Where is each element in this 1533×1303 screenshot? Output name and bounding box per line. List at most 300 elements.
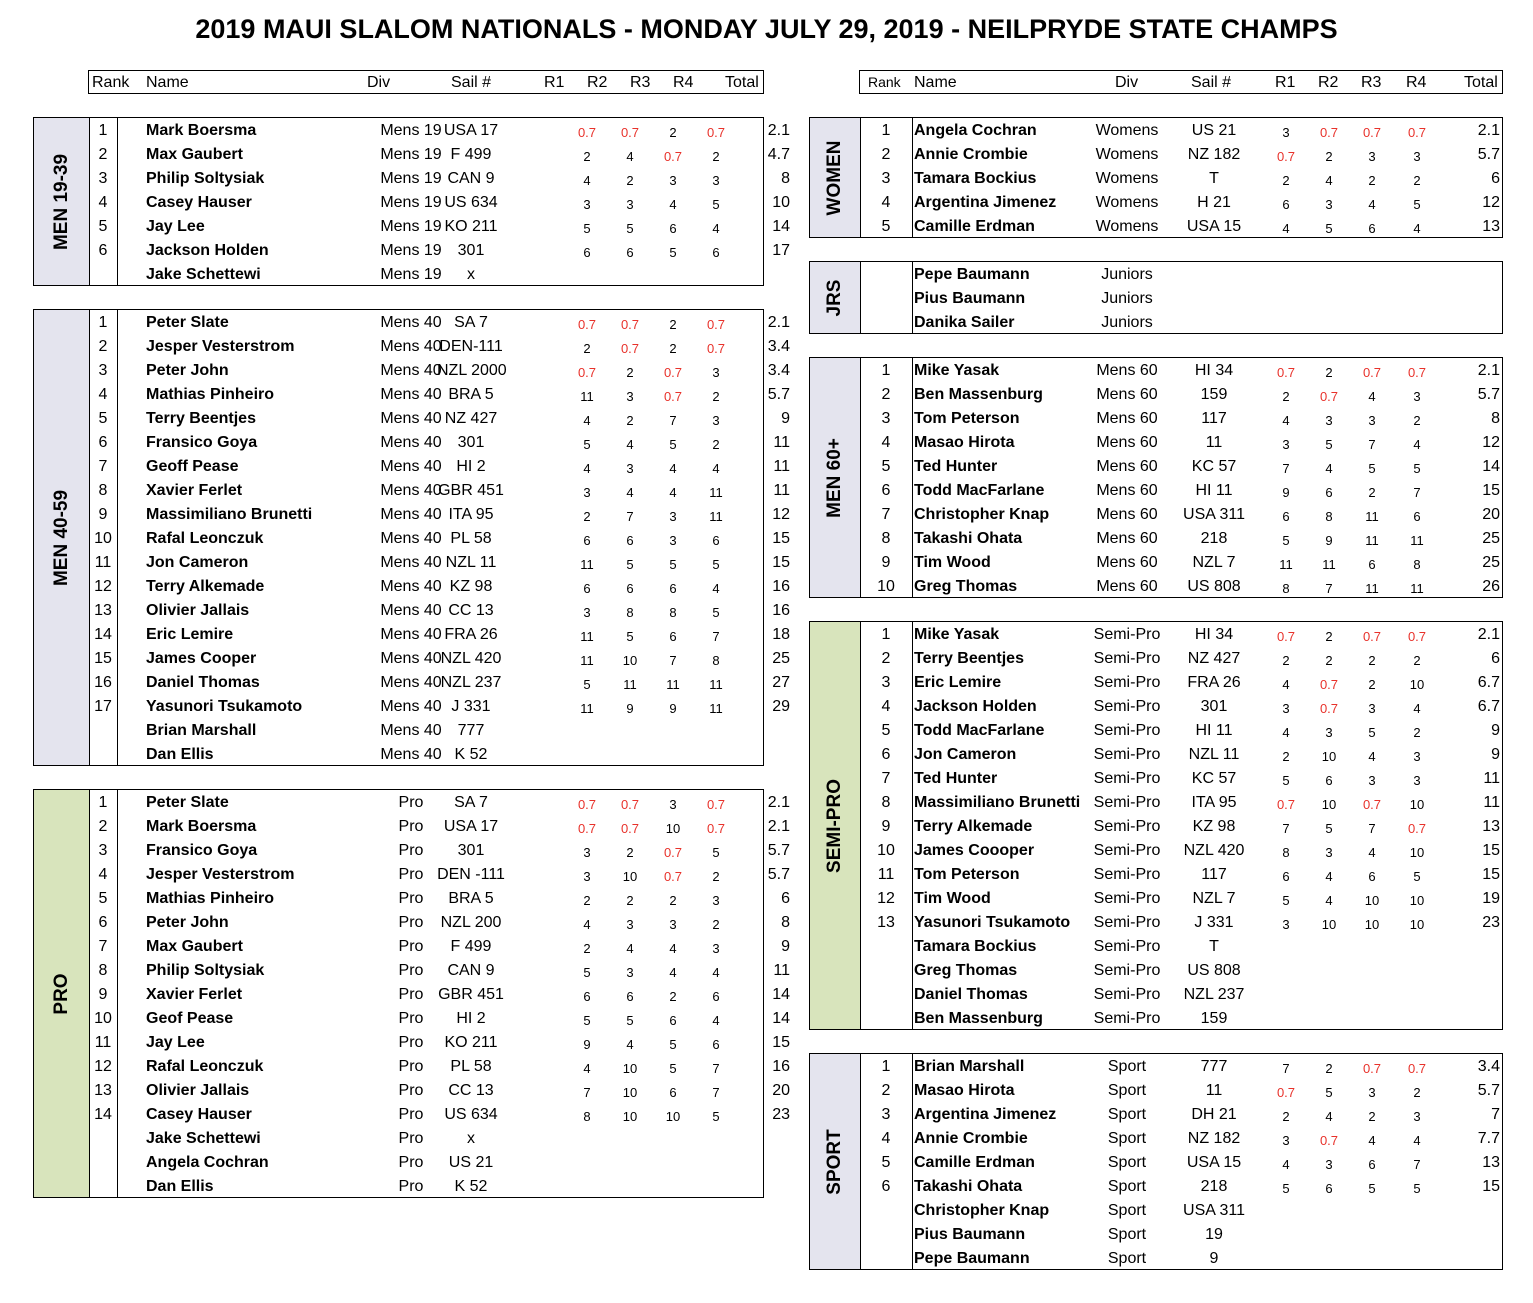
rank-cell: 2	[881, 386, 891, 403]
race-4-cell: 11	[1410, 581, 1424, 596]
total-cell: 2.1	[767, 794, 790, 811]
race-2-cell: 9	[1325, 533, 1333, 548]
race-4-cell: 4	[712, 581, 720, 596]
race-2-cell: 4	[1325, 869, 1333, 884]
rank-cell: 5	[98, 890, 108, 907]
race-4-cell: 3	[1413, 749, 1421, 764]
race-1-cell: 4	[583, 413, 591, 428]
name-cell: Massimiliano Brunetti	[146, 506, 313, 523]
race-3-cell: 0.7	[1362, 365, 1382, 380]
name-cell: Masao Hirota	[914, 1082, 1015, 1099]
name-cell: Daniel Thomas	[914, 986, 1028, 1003]
name-cell: Masao Hirota	[914, 434, 1015, 451]
race-4-cell: 11	[709, 701, 723, 716]
total-cell: 3.4	[767, 362, 790, 379]
rank-cell: 3	[881, 1106, 891, 1123]
div-cell: Mens 40	[380, 650, 442, 667]
total-cell: 25	[1482, 554, 1500, 571]
total-cell: 16	[772, 578, 790, 595]
race-2-cell: 5	[626, 221, 634, 236]
div-cell: Semi-Pro	[1093, 1010, 1161, 1027]
div-cell: Mens 40	[380, 386, 442, 403]
name-cell: Tim Wood	[914, 890, 991, 907]
sail-cell: BRA 5	[448, 890, 494, 907]
race-1-cell: 3	[1282, 1133, 1290, 1148]
div-cell: Mens 40	[380, 578, 442, 595]
race-2-cell: 3	[1325, 725, 1333, 740]
race-4-cell: 11	[1410, 533, 1424, 548]
race-4-cell: 5	[712, 845, 720, 860]
race-2-cell: 2	[1325, 365, 1333, 380]
sail-cell: 117	[1201, 866, 1227, 883]
div-cell: Semi-Pro	[1093, 794, 1161, 811]
table-row	[810, 623, 1504, 647]
race-3-cell: 5	[669, 437, 677, 452]
race-1-cell: 2	[583, 149, 591, 164]
div-cell: Mens 60	[1096, 386, 1158, 403]
sail-cell: 218	[1200, 1178, 1228, 1195]
sail-cell: HI 34	[1194, 362, 1234, 379]
sail-cell: PL 58	[450, 1058, 492, 1075]
div-cell: Sport	[1107, 1178, 1147, 1195]
page-title: 2019 MAUI SLALOM NATIONALS - MONDAY JULY 29, 2019 - NEILPRYDE STATE CHAMPS	[195, 14, 1338, 44]
name-cell: Jesper Vesterstrom	[146, 866, 295, 883]
rank-cell: 1	[881, 362, 891, 379]
race-1-cell: 4	[1282, 221, 1290, 236]
race-3-cell: 6	[1368, 1157, 1376, 1172]
race-4-cell: 2	[712, 437, 720, 452]
race-4-cell: 0.7	[706, 821, 726, 836]
race-1-cell: 2	[1282, 749, 1290, 764]
race-1-cell: 6	[583, 989, 591, 1004]
race-1-cell: 5	[583, 965, 591, 980]
name-cell: Philip Soltysiak	[146, 170, 265, 187]
total-cell: 20	[1482, 506, 1500, 523]
race-3-cell: 5	[669, 245, 677, 260]
race-1-cell: 3	[583, 845, 591, 860]
sail-cell: SA 7	[454, 794, 488, 811]
race-1-cell: 4	[1282, 1157, 1290, 1172]
race-2-cell: 3	[1325, 413, 1333, 428]
rank-cell: 4	[881, 434, 891, 451]
total-cell: 14	[1482, 458, 1500, 475]
div-cell: Mens 40	[380, 482, 442, 499]
race-2-cell: 0.7	[620, 125, 640, 140]
race-1-cell: 3	[1282, 701, 1290, 716]
race-2-cell: 10	[622, 653, 638, 668]
total-cell: 5.7	[1477, 1082, 1500, 1099]
rank-cell: 10	[877, 578, 895, 595]
race-2-cell: 9	[626, 701, 634, 716]
total-cell: 27	[772, 674, 790, 691]
race-4-cell: 11	[709, 485, 723, 500]
div-cell: Pro	[398, 986, 424, 1003]
name-cell: Camille Erdman	[914, 218, 1035, 235]
header-name: Name	[146, 74, 189, 91]
rank-cell: 11	[877, 866, 895, 883]
table-row	[34, 1079, 790, 1103]
div-cell: Sport	[1107, 1202, 1147, 1219]
rank-cell: 7	[881, 506, 891, 523]
sail-cell: NZ 182	[1187, 1130, 1241, 1147]
sail-cell: 159	[1200, 1010, 1228, 1027]
sail-cell: HI 11	[1195, 482, 1233, 499]
table-row	[34, 887, 790, 911]
total-cell: 5.7	[767, 866, 790, 883]
race-3-cell: 4	[669, 941, 677, 956]
race-4-cell: 5	[1413, 197, 1421, 212]
sail-cell: 301	[457, 242, 485, 259]
div-cell: Pro	[398, 914, 424, 931]
table-row	[810, 959, 1504, 983]
total-cell: 9	[781, 938, 790, 955]
race-1-cell: 0.7	[577, 821, 597, 836]
name-cell: Tamara Bockius	[914, 938, 1037, 955]
race-4-cell: 5	[1413, 1181, 1421, 1196]
race-2-cell: 5	[626, 629, 634, 644]
div-cell: Semi-Pro	[1093, 962, 1161, 979]
sail-cell: NZ 182	[1187, 146, 1241, 163]
race-2-cell: 10	[1321, 917, 1337, 932]
sail-cell: BRA 5	[448, 386, 494, 403]
race-2-cell: 2	[1325, 629, 1333, 644]
race-2-cell: 2	[626, 365, 634, 380]
race-1-cell: 2	[583, 509, 591, 524]
table-row	[34, 935, 790, 959]
div-cell: Mens 19	[380, 242, 442, 259]
table-row	[34, 335, 790, 359]
rank-cell: 3	[98, 170, 108, 187]
race-3-cell: 2	[669, 317, 677, 332]
race-3-cell: 5	[669, 1061, 677, 1076]
header-name: Name	[914, 74, 957, 91]
sail-cell: USA 17	[443, 818, 499, 835]
race-4-cell: 4	[1413, 221, 1421, 236]
race-2-cell: 10	[622, 1109, 638, 1124]
name-cell: Mike Yasak	[914, 362, 1000, 379]
rank-cell: 8	[881, 794, 891, 811]
table-row	[34, 839, 790, 863]
sail-cell: 777	[1200, 1058, 1228, 1075]
total-cell: 11	[773, 962, 790, 979]
race-3-cell: 2	[1368, 677, 1376, 692]
race-1-cell: 2	[1282, 173, 1290, 188]
table-row	[810, 839, 1504, 863]
div-cell: Womens	[1095, 146, 1159, 163]
race-4-cell: 6	[712, 989, 720, 1004]
race-1-cell: 5	[583, 677, 591, 692]
race-4-cell: 10	[1409, 845, 1425, 860]
table-row	[34, 1055, 790, 1079]
race-2-cell: 5	[1325, 221, 1333, 236]
race-3-cell: 3	[669, 509, 677, 524]
name-cell: Terry Alkemade	[146, 578, 265, 595]
name-cell: Todd MacFarlane	[914, 482, 1045, 499]
race-4-cell: 7	[1413, 485, 1421, 500]
race-4-cell: 5	[1413, 461, 1421, 476]
total-cell: 6	[1491, 650, 1500, 667]
table-row	[810, 479, 1504, 503]
race-2-cell: 2	[626, 413, 634, 428]
sail-cell: 19	[1205, 1226, 1223, 1243]
race-4-cell: 2	[1413, 653, 1421, 668]
total-cell: 20	[772, 1082, 790, 1099]
race-3-cell: 3	[1368, 701, 1376, 716]
name-cell: Tim Wood	[914, 554, 991, 571]
total-cell: 14	[772, 986, 790, 1003]
total-cell: 6.7	[1477, 674, 1500, 691]
sail-cell: ITA 95	[1191, 794, 1237, 811]
table-row	[34, 1151, 765, 1175]
table-row	[810, 1007, 1504, 1031]
race-3-cell: 11	[1365, 533, 1379, 548]
name-cell: Jon Cameron	[146, 554, 249, 571]
race-1-cell: 0.7	[1276, 365, 1296, 380]
rank-cell: 7	[98, 458, 108, 475]
name-cell: Annie Crombie	[914, 1130, 1028, 1147]
total-cell: 12	[1482, 194, 1500, 211]
name-cell: Mathias Pinheiro	[146, 386, 275, 403]
div-cell: Semi-Pro	[1093, 698, 1161, 715]
div-cell: Pro	[398, 1178, 424, 1195]
total-cell: 11	[1483, 770, 1500, 787]
total-cell: 14	[772, 1010, 790, 1027]
race-4-cell: 2	[712, 869, 720, 884]
sail-cell: HI 11	[1195, 722, 1233, 739]
section-pro	[33, 789, 790, 1198]
div-cell: Sport	[1107, 1082, 1147, 1099]
sail-cell: J 331	[1194, 914, 1234, 931]
name-cell: Max Gaubert	[146, 938, 243, 955]
sail-cell: T	[1209, 170, 1219, 187]
rank-cell: 3	[98, 842, 108, 859]
rank-cell: 1	[98, 314, 108, 331]
race-3-cell: 3	[1368, 413, 1376, 428]
race-4-cell: 8	[1413, 557, 1421, 572]
race-4-cell: 0.7	[1407, 821, 1427, 836]
race-2-cell: 0.7	[620, 317, 640, 332]
race-4-cell: 2	[712, 917, 720, 932]
sail-cell: 117	[1201, 410, 1227, 427]
sail-cell: US 634	[444, 1106, 498, 1123]
total-cell: 12	[1482, 434, 1500, 451]
race-4-cell: 5	[1413, 869, 1421, 884]
sail-cell: NZL 11	[1188, 746, 1240, 763]
name-cell: Massimiliano Brunetti	[914, 794, 1081, 811]
division-label: SPORT	[824, 1128, 845, 1195]
total-cell: 2.1	[1477, 362, 1500, 379]
rank-cell: 2	[881, 1082, 891, 1099]
rank-cell: 11	[94, 1034, 112, 1051]
sail-cell: F 499	[450, 938, 492, 955]
total-cell: 5.7	[767, 842, 790, 859]
race-4-cell: 3	[712, 173, 720, 188]
sail-cell: 9	[1209, 1250, 1219, 1267]
div-cell: Mens 60	[1096, 506, 1158, 523]
name-cell: Ted Hunter	[914, 458, 998, 475]
div-cell: Mens 40	[380, 722, 442, 739]
race-2-cell: 5	[1325, 437, 1333, 452]
race-4-cell: 8	[712, 653, 720, 668]
name-cell: Ben Massenburg	[914, 1010, 1043, 1027]
rank-cell: 13	[94, 1082, 112, 1099]
table-row	[810, 1127, 1504, 1151]
name-cell: Camille Erdman	[914, 1154, 1035, 1171]
race-3-cell: 0.7	[1362, 1061, 1382, 1076]
race-1-cell: 2	[1282, 653, 1290, 668]
race-3-cell: 2	[1368, 1109, 1376, 1124]
name-cell: Tamara Bockius	[914, 170, 1037, 187]
race-3-cell: 2	[1368, 653, 1376, 668]
race-3-cell: 4	[669, 965, 677, 980]
div-cell: Mens 40	[380, 458, 442, 475]
race-1-cell: 11	[580, 389, 594, 404]
sail-cell: NZL 2000	[437, 362, 507, 379]
race-3-cell: 6	[669, 1013, 677, 1028]
table-row	[34, 863, 790, 887]
div-cell: Mens 60	[1096, 362, 1158, 379]
sail-cell: 159	[1200, 386, 1228, 403]
sail-cell: USA 15	[1186, 218, 1242, 235]
div-cell: Womens	[1095, 170, 1159, 187]
name-cell: Peter John	[146, 362, 229, 379]
total-cell: 2.1	[767, 818, 790, 835]
table-row	[810, 887, 1504, 911]
race-2-cell: 11	[623, 677, 637, 692]
race-4-cell: 2	[712, 149, 720, 164]
table-row	[34, 215, 790, 239]
race-1-cell: 6	[1282, 509, 1290, 524]
rank-cell: 12	[94, 1058, 112, 1075]
race-2-cell: 6	[1325, 485, 1333, 500]
name-cell: Rafal Leonczuk	[146, 530, 264, 547]
div-cell: Pro	[398, 1106, 424, 1123]
sail-cell: J 331	[451, 698, 491, 715]
race-4-cell: 6	[712, 533, 720, 548]
division-label: MEN 40-59	[50, 489, 72, 586]
race-2-cell: 2	[626, 893, 634, 908]
table-row	[34, 983, 790, 1007]
name-cell: Christopher Knap	[914, 1202, 1050, 1219]
race-1-cell: 6	[583, 245, 591, 260]
div-cell: Pro	[398, 1010, 424, 1027]
table-row	[810, 1247, 1504, 1271]
total-cell: 2.1	[767, 122, 790, 139]
name-cell: Brian Marshall	[146, 722, 257, 739]
section-semi-pro	[809, 621, 1503, 1030]
table-row	[34, 143, 790, 167]
div-cell: Pro	[398, 938, 424, 955]
sail-cell: NZL 11	[445, 554, 497, 571]
rank-cell: 6	[98, 434, 108, 451]
total-cell: 15	[1482, 1178, 1500, 1195]
rank-cell: 13	[94, 602, 112, 619]
race-3-cell: 3	[1368, 773, 1376, 788]
table-row	[34, 263, 765, 287]
div-cell: Mens 40	[380, 506, 442, 523]
sail-cell: 11	[1205, 1082, 1223, 1099]
race-4-cell: 3	[1413, 389, 1421, 404]
table-row	[34, 911, 790, 935]
sail-cell: KC 57	[1191, 458, 1237, 475]
div-cell: Mens 19	[380, 266, 442, 283]
race-2-cell: 0.7	[1319, 125, 1339, 140]
race-4-cell: 4	[712, 1013, 720, 1028]
div-cell: Pro	[398, 962, 424, 979]
race-1-cell: 3	[583, 605, 591, 620]
race-4-cell: 4	[1413, 437, 1421, 452]
table-row	[810, 263, 1504, 287]
race-1-cell: 0.7	[577, 125, 597, 140]
name-cell: Argentina Jimenez	[914, 194, 1057, 211]
div-cell: Pro	[398, 1058, 424, 1075]
div-cell: Semi-Pro	[1093, 842, 1161, 859]
name-cell: Greg Thomas	[914, 578, 1018, 595]
race-1-cell: 4	[1282, 677, 1290, 692]
table-row	[810, 767, 1504, 791]
total-cell: 12	[772, 506, 790, 523]
sail-cell: NZL 7	[1192, 890, 1236, 907]
name-cell: Max Gaubert	[146, 146, 243, 163]
race-1-cell: 3	[583, 485, 591, 500]
race-1-cell: 2	[583, 941, 591, 956]
race-2-cell: 3	[626, 197, 634, 212]
race-3-cell: 2	[669, 341, 677, 356]
sail-cell: US 634	[444, 194, 498, 211]
race-2-cell: 3	[626, 917, 634, 932]
table-row	[34, 743, 765, 767]
race-2-cell: 4	[626, 485, 634, 500]
total-cell: 15	[772, 1034, 790, 1051]
div-cell: Pro	[398, 842, 424, 859]
race-1-cell: 3	[1282, 917, 1290, 932]
sail-cell: x	[467, 266, 475, 283]
table-row	[810, 455, 1504, 479]
race-4-cell: 10	[1409, 797, 1425, 812]
header-r1: R1	[544, 74, 565, 91]
race-2-cell: 10	[1321, 749, 1337, 764]
rank-cell: 2	[98, 146, 108, 163]
race-1-cell: 3	[583, 869, 591, 884]
race-3-cell: 3	[669, 533, 677, 548]
race-4-cell: 10	[1409, 893, 1425, 908]
div-cell: Mens 40	[380, 362, 442, 379]
table-row	[810, 863, 1504, 887]
total-cell: 2.1	[767, 314, 790, 331]
race-2-cell: 4	[1325, 461, 1333, 476]
name-cell: Jackson Holden	[914, 698, 1037, 715]
race-2-cell: 6	[626, 989, 634, 1004]
table-row	[34, 191, 790, 215]
race-2-cell: 2	[626, 173, 634, 188]
total-cell: 16	[772, 1058, 790, 1075]
rank-cell: 3	[881, 170, 891, 187]
race-2-cell: 7	[626, 509, 634, 524]
race-3-cell: 2	[669, 893, 677, 908]
sail-cell: PL 58	[450, 530, 492, 547]
sail-cell: NZL 237	[1183, 986, 1245, 1003]
table-row	[810, 983, 1504, 1007]
race-3-cell: 4	[669, 485, 677, 500]
rank-cell: 8	[98, 482, 108, 499]
sail-cell: NZL 237	[440, 674, 502, 691]
race-3-cell: 10	[1364, 917, 1380, 932]
total-cell: 5.7	[1477, 386, 1500, 403]
total-cell: 4.7	[767, 146, 790, 163]
race-1-cell: 5	[1282, 1181, 1290, 1196]
name-cell: Argentina Jimenez	[914, 1106, 1057, 1123]
race-3-cell: 0.7	[663, 365, 683, 380]
